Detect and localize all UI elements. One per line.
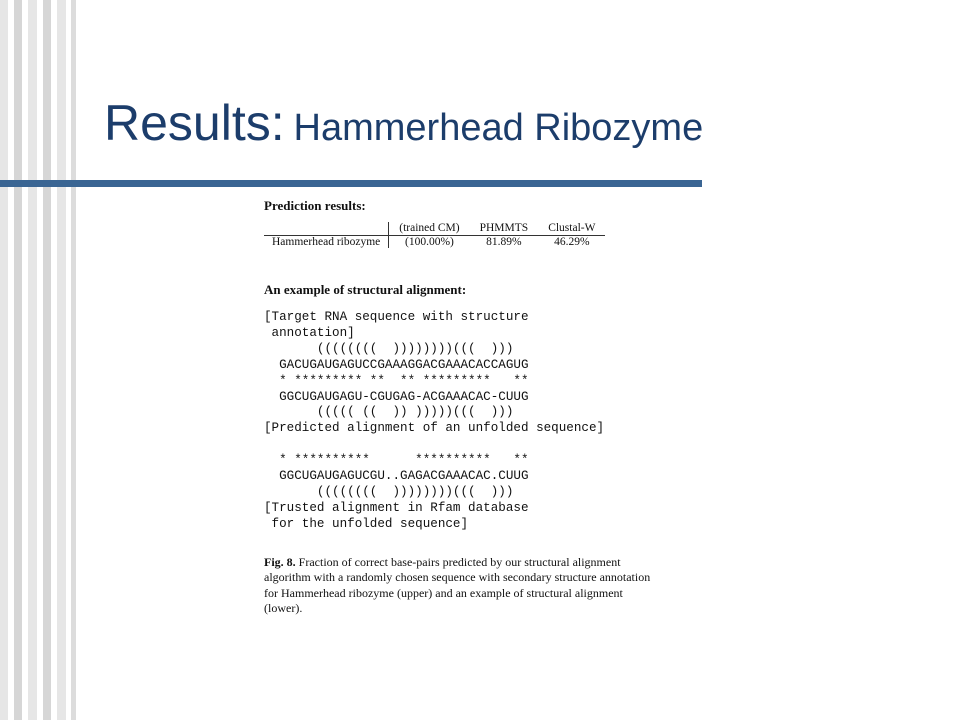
alignment-heading: An example of structural alignment:	[264, 282, 467, 297]
alignment-line: ((((( (( )) )))))((( )))	[264, 405, 514, 420]
stripe	[0, 0, 8, 720]
table-cell: (100.00%)	[404, 236, 454, 248]
table-cell: 46.29%	[554, 236, 590, 248]
alignment-block	[264, 310, 664, 533]
alignment-line: [Predicted alignment of an unfolded sequence]	[264, 421, 605, 436]
caption-label: Fig. 8.	[264, 554, 296, 569]
decorative-stripes	[0, 0, 78, 720]
prediction-table	[264, 222, 605, 248]
title-main: Results:	[104, 95, 285, 151]
table-cell: 81.89%	[486, 236, 522, 248]
slide-title	[104, 95, 704, 151]
alignment-line: (((((((( ))))))))((( )))	[264, 341, 514, 356]
stripe	[71, 0, 76, 720]
stripe	[14, 0, 22, 720]
figure-caption	[264, 555, 664, 617]
table-header-cell: PHMMTS	[470, 222, 539, 236]
table-header-cell: Clustal-W	[538, 222, 605, 236]
caption-text: Fraction of correct base-pairs predicted by our structural alignment algorithm with a randomly chosen sequence with secondary structure annotation for Hammerhead ribozyme (upper) and an example of structural alignment (lower).	[264, 554, 651, 616]
prediction-heading: Prediction results:	[264, 198, 366, 213]
table-header-row	[264, 222, 605, 236]
alignment-line: GGCUGAUGAGU-CGUGAG-ACGAAACAC-CUUG	[264, 389, 529, 404]
alignment-line: GACUGAUGAGUCCGAAAGGACGAAACACCAGUG	[264, 357, 529, 372]
table-header-cell	[264, 222, 389, 236]
table-header-cell: (trained CM)	[389, 222, 470, 236]
title-sub: Hammerhead Ribozyme	[293, 107, 704, 149]
table-row	[264, 236, 605, 249]
stripe	[57, 0, 66, 720]
alignment-line: for the unfolded sequence]	[264, 516, 469, 531]
alignment-line: [Target RNA sequence with structure	[264, 310, 529, 324]
table-row-label: Hammerhead ribozyme	[264, 236, 389, 249]
figure	[264, 198, 664, 617]
alignment-line: (((((((( ))))))))((( )))	[264, 484, 514, 499]
title-rule	[0, 180, 702, 187]
stripe	[43, 0, 51, 720]
stripe	[28, 0, 37, 720]
alignment-line: [Trusted alignment in Rfam database	[264, 500, 529, 515]
alignment-line: * ********* ** ** ********* **	[264, 373, 529, 388]
alignment-line: GGCUGAUGAGUCGU..GAGACGAAACAC.CUUG	[264, 469, 529, 484]
alignment-line: annotation]	[264, 325, 355, 340]
alignment-line: * ********** ********** **	[264, 453, 529, 468]
